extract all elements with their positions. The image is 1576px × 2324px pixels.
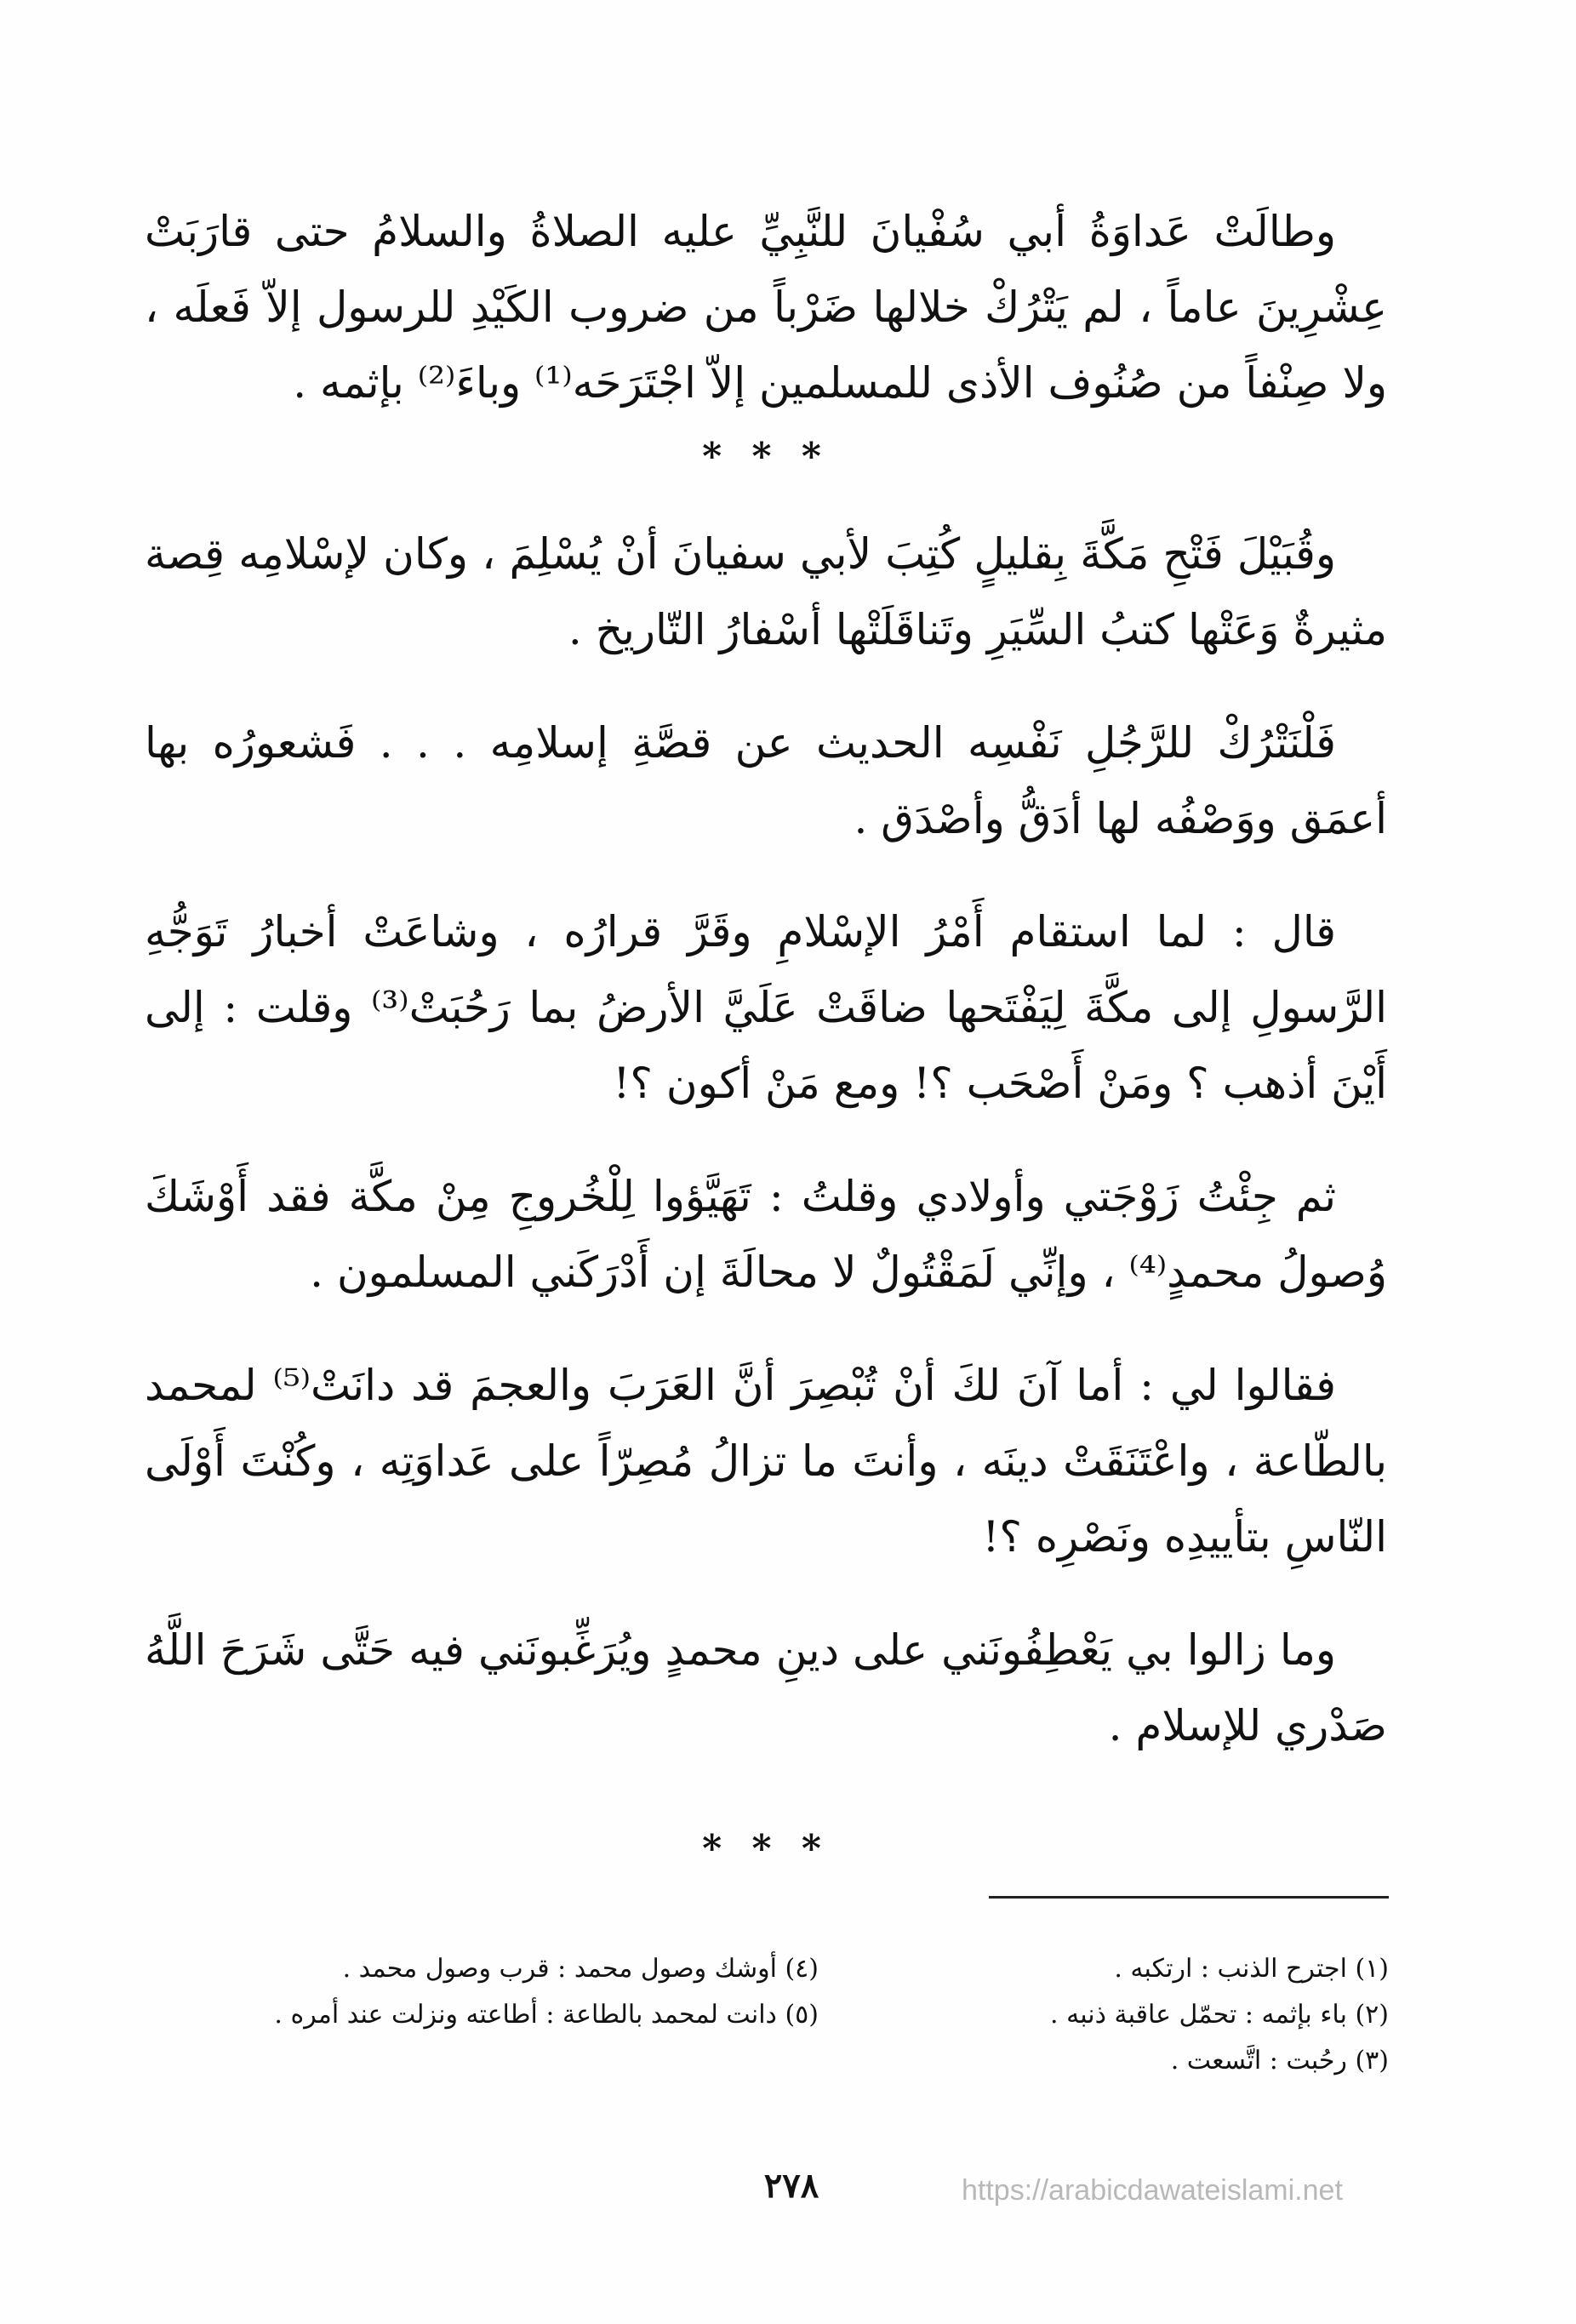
footnote-1: (١) اجترح الذنب : ارتكبه . xyxy=(1114,1954,1389,1984)
footnotes-left-column xyxy=(187,1946,819,2038)
paragraph-wife-children: ثم جِئْتُ زَوْجَتي وأولادي وقلتُ : تَهَيَّؤوا لِلْخُروجِ مِنْ مكَّة فقد أَوْشَكَ وُصولُ محمدٍ⁽⁴⁾ ، وإنِّي لَمَقْتُولٌ لا محالَةَ إن أَدْرَكَني المسلمون . xyxy=(145,1172,1387,1297)
watermark-url: https://arabicdawateislami.net xyxy=(962,2174,1343,2207)
paragraph-before-conquest: وقُبَيْلَ فَتْحِ مَكَّةَ بِقليلٍ كُتِبَ لأبي سفيانَ أنْ يُسْلِمَ ، وكان لإسْلامِه قِصة مثيرةٌ وَعَتْها كتبُ السِّيَرِ وتَناقَلَتْها أسْفارُ التّاريخ . xyxy=(145,529,1387,654)
footnote-5: (٥) دانت لمحمد بالطاعة : أطاعته ونزلت عند أمره . xyxy=(274,2000,819,2030)
footnote-divider xyxy=(989,1896,1389,1899)
page-number: ٢٧٨ xyxy=(763,2166,819,2206)
footnotes xyxy=(187,1946,1389,2116)
section-separator-end: * * * xyxy=(702,1827,830,1870)
footnote-2: (٢) باء بإثمه : تحمّل عاقبة ذنبه . xyxy=(1050,2000,1389,2030)
main-text xyxy=(145,194,1387,1909)
paragraph-they-said: فقالوا لي : أما آنَ لكَ أنْ تُبْصِرَ أنَّ العَرَبَ والعجمَ قد دانَتْ⁽⁵⁾ لمحمد بالطّاعة ، واعْتَنَقَتْ دينَه ، وأنتَ ما تزالُ مُصِرّاً على عَداوَتِه ، وكُنْتَ أَوْلَى النّاسِ بتأييدِه ونَصْرِه ؟! xyxy=(145,1361,1387,1562)
paragraph-enmity: وطالَتْ عَداوَةُ أبي سُفْيانَ للنَّبِيِّ عليه الصلاةُ والسلامُ حتى قارَبَتْ عِشْرِينَ عاماً ، لم يَتْرُكْ خلالها ضَرْباً من ضروب الكَيْدِ للرسول إلاّ فَعلَه ، ولا صِنْفاً من صُنُوف الأذى للمسلمين إلاّ اجْتَرَحَه⁽¹⁾ وباءَ⁽²⁾ بإثمه . xyxy=(145,207,1387,408)
paragraph-he-said: قال : لما استقام أَمْرُ الإسْلامِ وقَرَّ قرارُه ، وشاعَتْ أخبارُ تَوَجُّهِ الرَّسولِ إلى مكَّةَ لِيَفْتَحها ضاقَتْ عَلَيَّ الأرضُ بما رَحُبَتْ⁽³⁾ وقلت : إلى أَيْنَ أذهب ؟ ومَنْ أَصْحَب ؟! ومع مَنْ أكون ؟! xyxy=(145,907,1387,1108)
footnote-4: (٤) أوشك وصول محمد : قرب وصول محمد . xyxy=(342,1954,819,1984)
paragraph-let-him-speak: فَلْنَتْرُكْ للرَّجُلِ نَفْسِه الحديث عن قصَّةِ إسلامِه . . . فَشعورُه بها أعمَق ووَصْفُه لها أدَقُّ وأصْدَق . xyxy=(145,718,1387,843)
section-separator: * * * xyxy=(702,435,830,478)
footnote-3: (٣) رحُبت : اتَّسعت . xyxy=(1170,2046,1389,2076)
footnotes-right-column xyxy=(912,1946,1389,2084)
paragraph-persuaded: وما زالوا بي يَعْطِفُونَني على دينِ محمدٍ ويُرَغِّبونَني فيه حَتَّى شَرَحَ اللَّهُ صَدْري للإسلام . xyxy=(145,1625,1387,1750)
